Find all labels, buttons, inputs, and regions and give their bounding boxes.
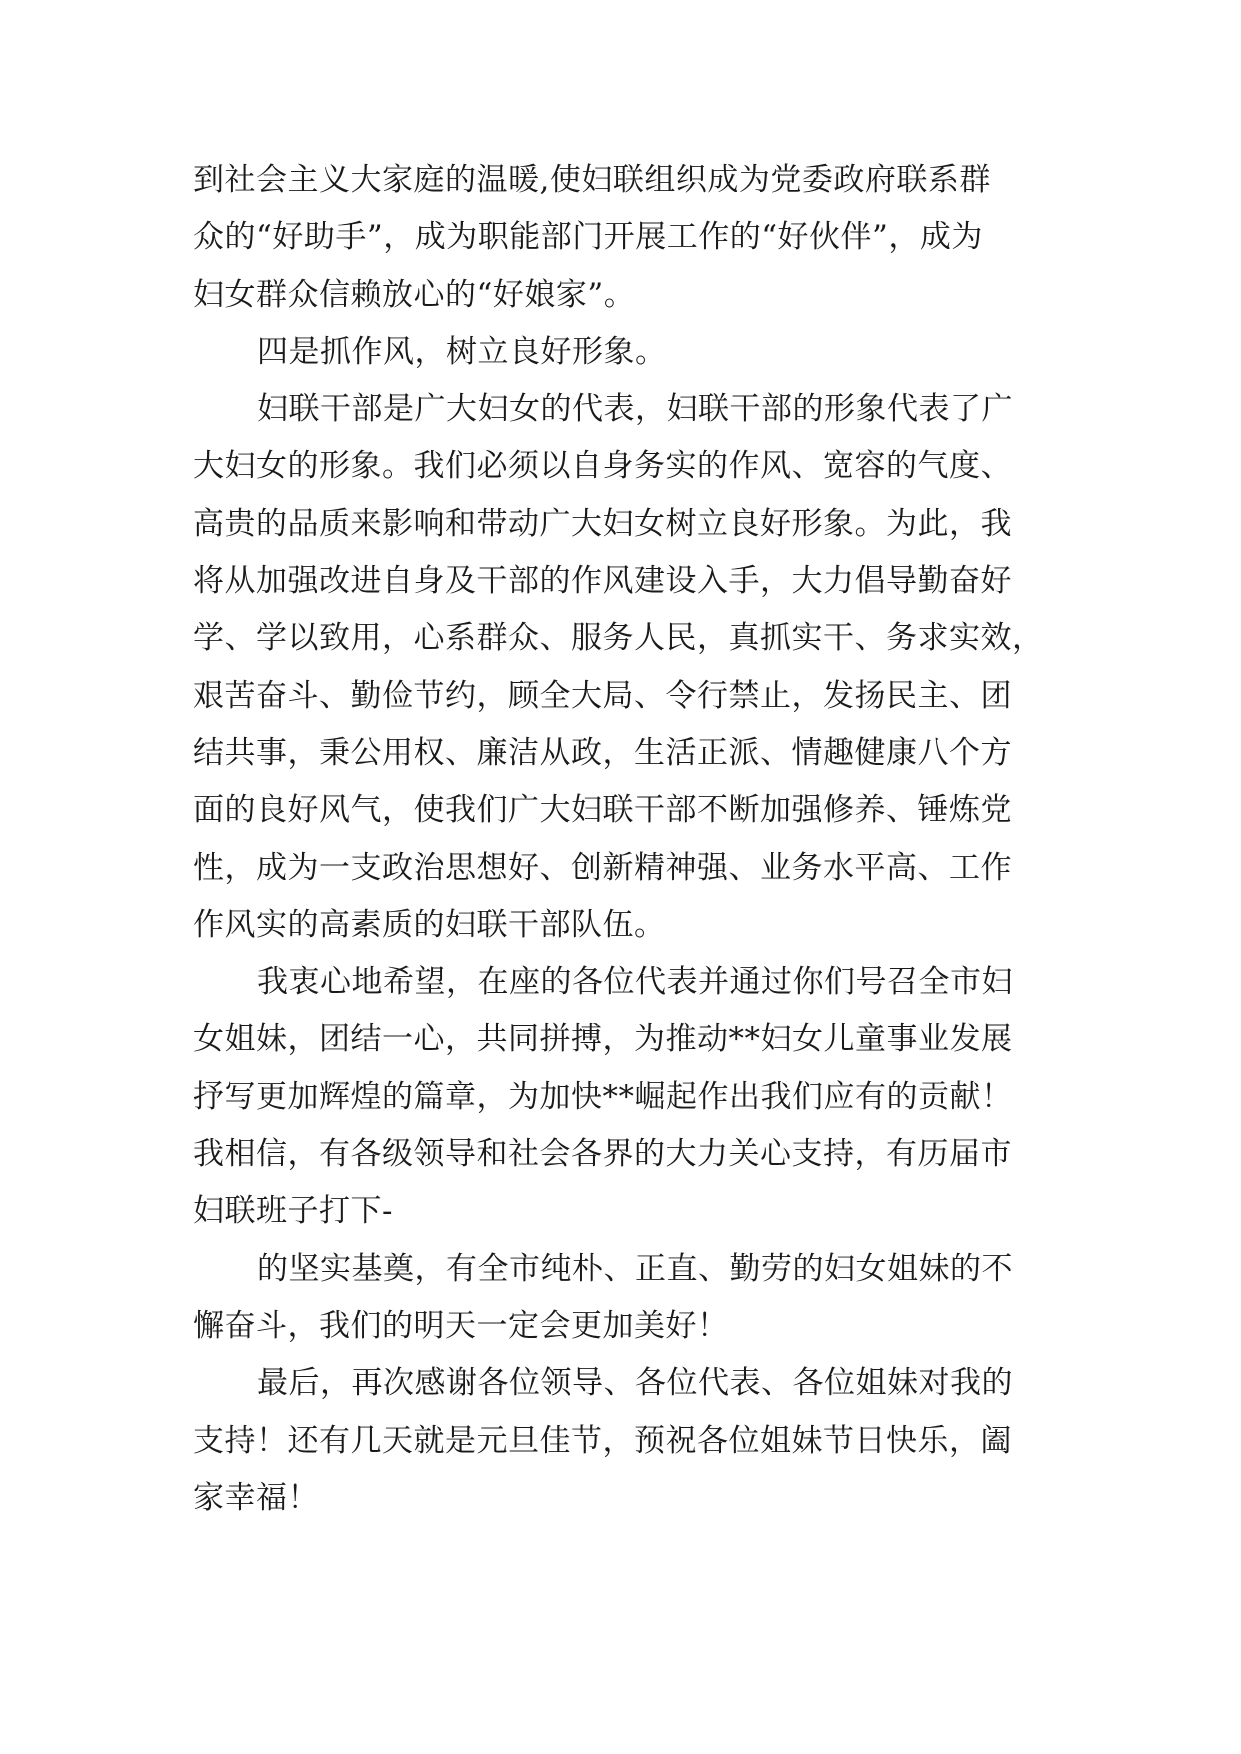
text-line: 懈奋斗，我们的明天一定会更加美好！	[193, 1307, 729, 1344]
text-line: 妇联班子打下-	[193, 1193, 393, 1230]
text-line: 抒写更加辉煌的篇章，为加快**崛起作出我们应有的贡献！	[193, 1078, 1013, 1115]
text-line: 高贵的品质来影响和带动广大妇女树立良好形象。为此，我	[193, 505, 1012, 542]
text-line: 妇联干部是广大妇女的代表，妇联干部的形象代表了广	[257, 391, 1013, 428]
text-line: 作风实的高素质的妇联干部队伍。	[193, 906, 666, 943]
text-line: 我衷心地希望，在座的各位代表并通过你们号召全市妇	[257, 964, 1013, 1001]
text-line: 支持！还有几天就是元旦佳节，预祝各位姐妹节日快乐，阖	[193, 1422, 1012, 1459]
text-line: 到社会主义大家庭的温暖,使妇联组织成为党委政府联系群	[193, 162, 991, 198]
text-line: 家幸福！	[193, 1479, 319, 1516]
section-heading: 四是抓作风，树立良好形象。	[257, 333, 667, 370]
text-line: 我相信，有各级领导和社会各界的大力关心支持，有历届市	[193, 1136, 1012, 1173]
text-line: 妇女群众信赖放心的“好娘家”。	[193, 276, 636, 313]
text-line: 面的良好风气，使我们广大妇联干部不断加强修养、锤炼党	[193, 792, 1012, 829]
text-line: 最后，再次感谢各位领导、各位代表、各位姐妹对我的	[257, 1365, 1013, 1402]
text-line: 结共事，秉公用权、廉洁从政，生活正派、情趣健康八个方	[193, 734, 1012, 771]
text-line: 大妇女的形象。我们必须以自身务实的作风、宽容的气度、	[193, 448, 1012, 485]
text-line: 艰苦奋斗、勤俭节约，顾全大局、令行禁止，发扬民主、团	[193, 677, 1012, 714]
text-line: 众的“好助手”，成为职能部门开展工作的“好伙伴”，成为	[193, 219, 983, 256]
text-line: 性，成为一支政治思想好、创新精神强、业务水平高、工作	[193, 849, 1012, 886]
text-line: 的坚实基奠，有全市纯朴、正直、勤劳的妇女姐妹的不	[257, 1250, 1013, 1287]
text-line: 将从加强改进自身及干部的作风建设入手，大力倡导勤奋好	[193, 563, 1012, 600]
body-text	[193, 152, 1053, 1527]
text-line: 女姐妹，团结一心，共同拼搏，为推动**妇女儿童事业发展	[193, 1021, 1013, 1058]
text-line: 学、学以致用，心系群众、服务人民，真抓实干、务求实效，	[193, 620, 1044, 657]
